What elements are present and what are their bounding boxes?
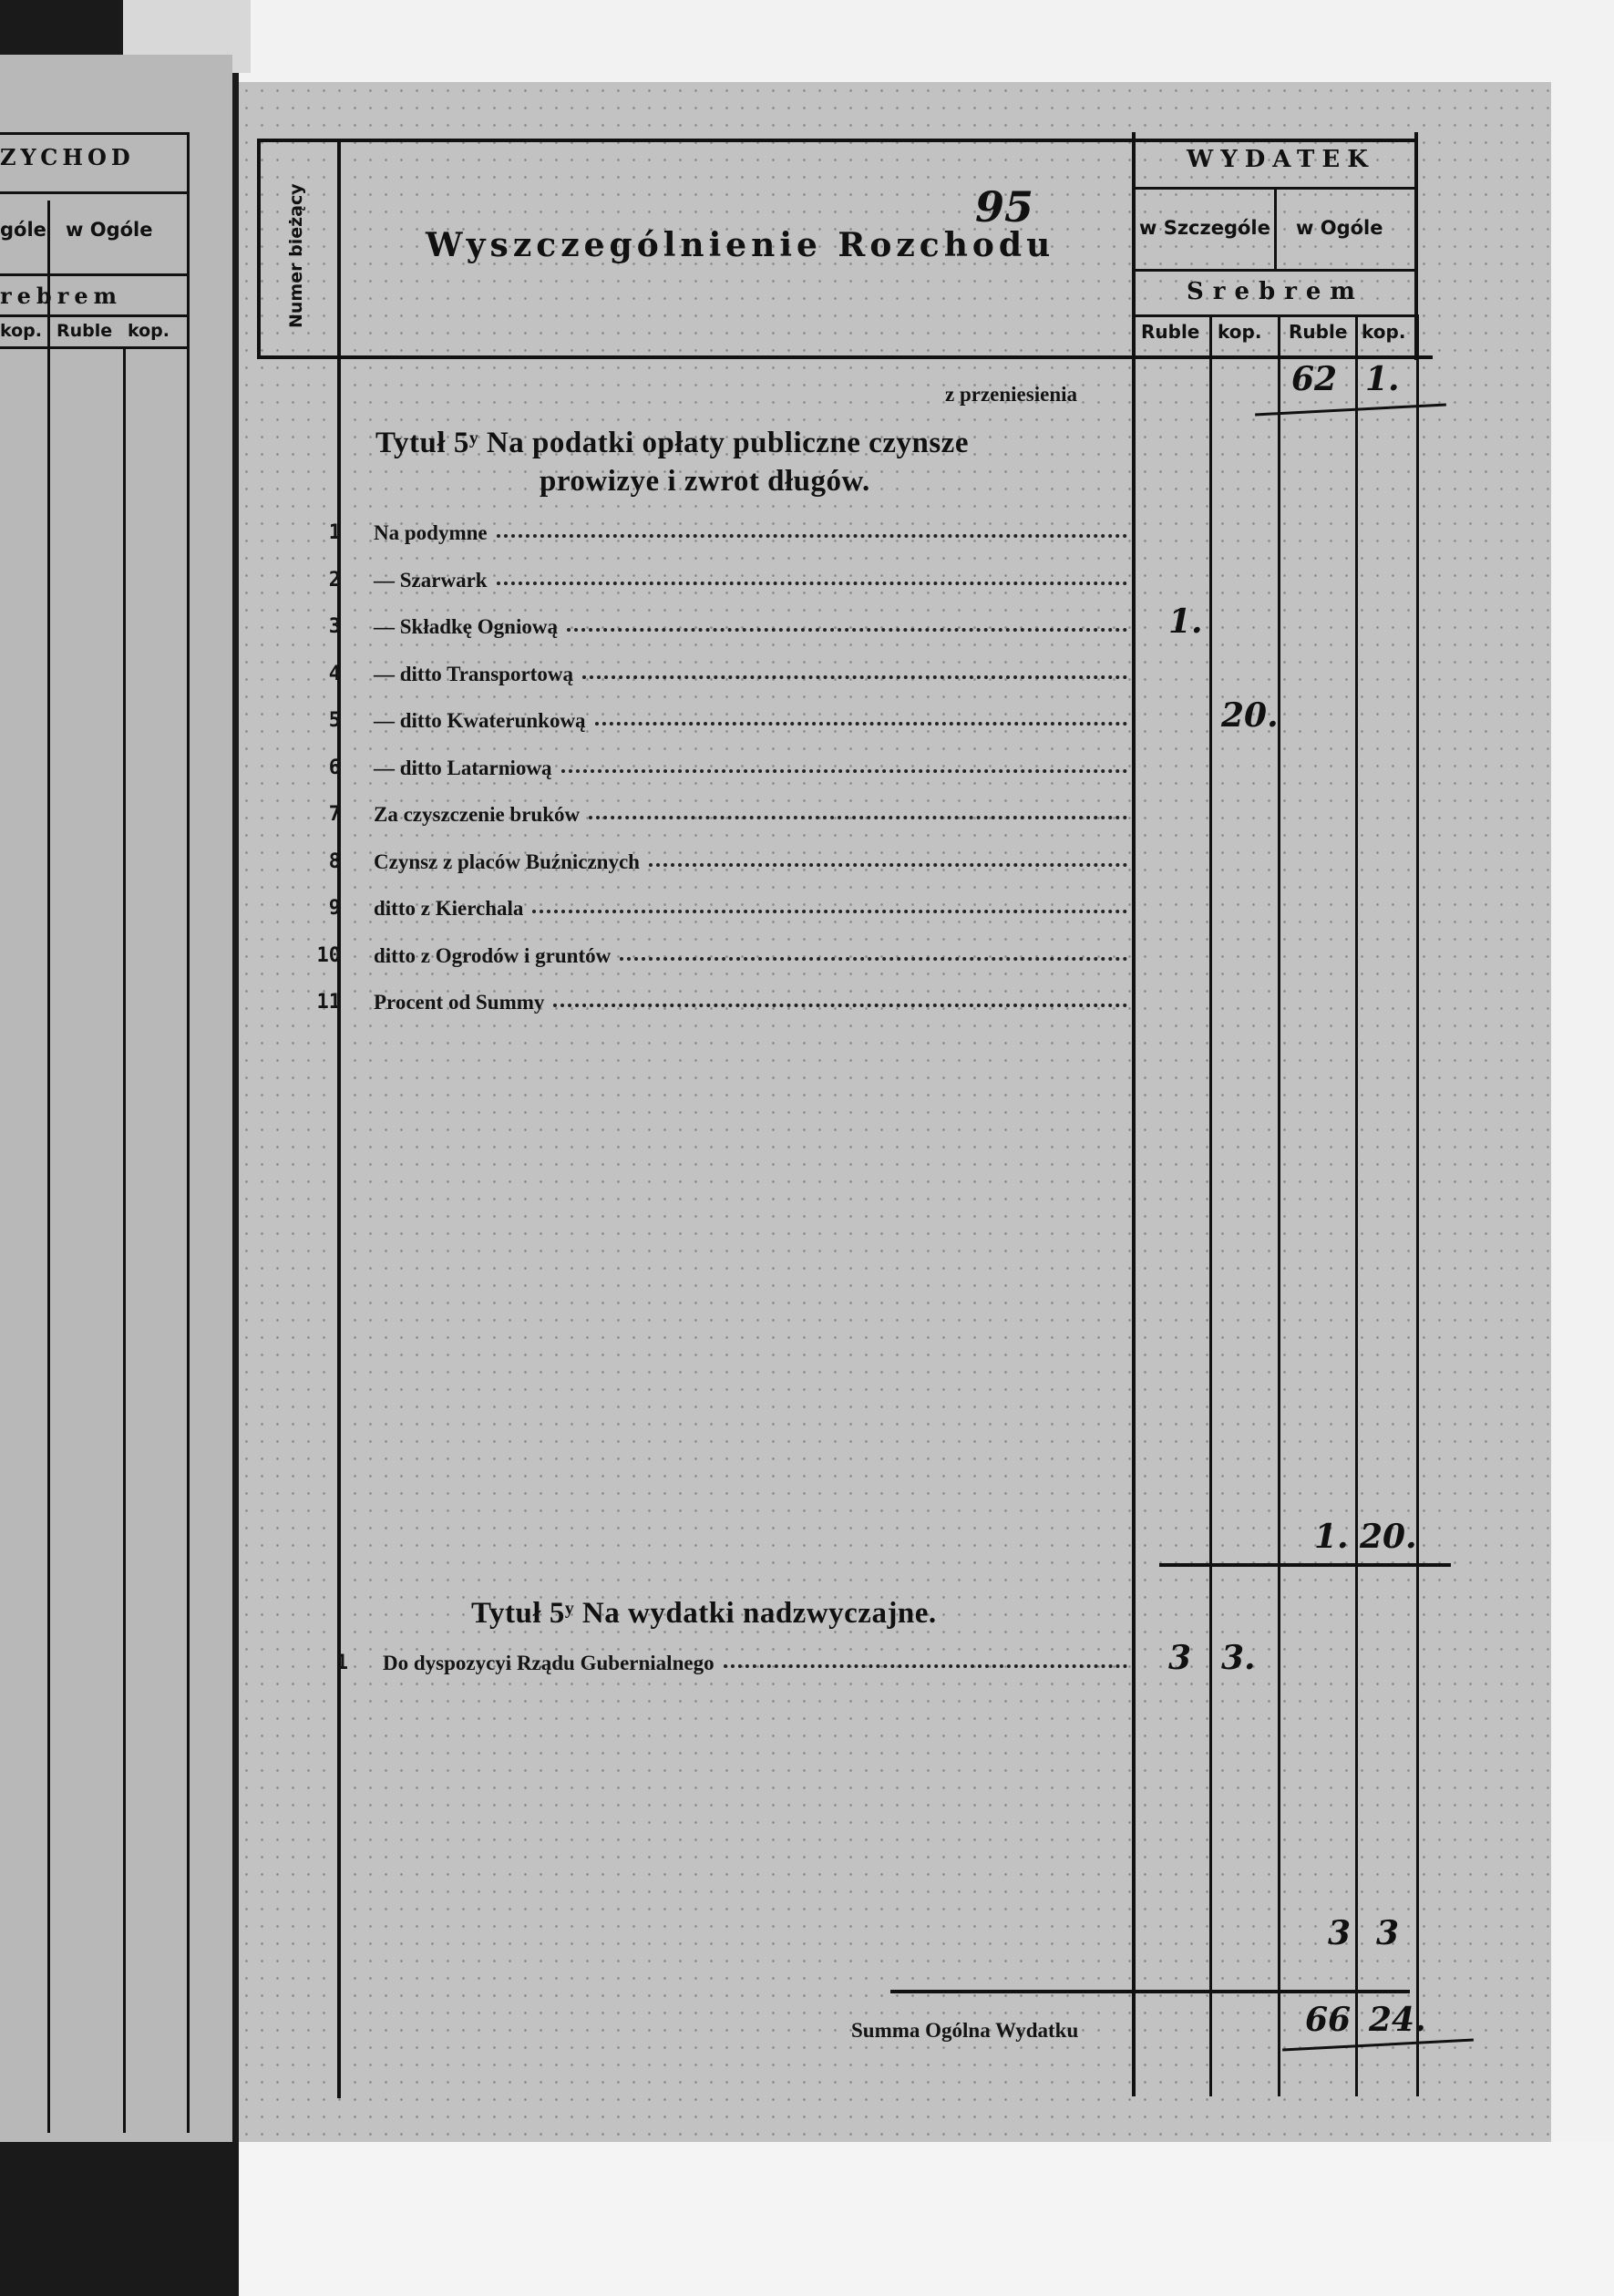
carry-over-ruble: 62 <box>1291 360 1338 398</box>
row-kop-value: 3. <box>1221 1639 1256 1677</box>
group-rule <box>1132 269 1416 272</box>
w-szczegole-label: w Szczególe <box>1139 217 1270 239</box>
left-page-fragment <box>0 55 232 2142</box>
left-col-line <box>47 201 50 2133</box>
page-title: Wyszczególnienie Rozchodu <box>426 226 1055 264</box>
left-col-label: w Ogóle <box>66 219 153 241</box>
row-number: 11 <box>316 991 341 1014</box>
ruble-label: Ruble <box>1289 321 1348 343</box>
label-column-line <box>1132 132 1136 2096</box>
leader-dots <box>582 663 1127 679</box>
row-number: 6 <box>328 756 341 779</box>
summary-label: Summa Ogólna Wydatku <box>851 2019 1079 2042</box>
left-rule <box>0 273 187 276</box>
leader-dots <box>589 803 1127 819</box>
summary-rule <box>890 1990 1410 1993</box>
section2-total-kop: 3 <box>1376 1914 1400 1952</box>
wydatek-header: WYDATEK <box>1187 146 1375 173</box>
table-row <box>239 850 1378 887</box>
section2-title: Tytuł 5ʸ Na wydatki nadzwyczajne. <box>471 1597 937 1630</box>
leader-dots <box>595 709 1127 726</box>
carry-over-label: z przeniesienia <box>945 383 1077 406</box>
row-label: — Składkę Ogniową <box>374 615 558 638</box>
table-row <box>239 521 1378 558</box>
row-label: Za czyszczenie bruków <box>374 803 581 826</box>
row-label: Do dyspozycyi Rządu Gubernialnego <box>383 1652 714 1674</box>
row-number: 8 <box>328 849 341 873</box>
row-kop-value: 20. <box>1221 696 1279 735</box>
summary-underline <box>1282 2039 1474 2052</box>
row-number: 10 <box>316 943 341 967</box>
kop-label: kop. <box>1362 321 1406 343</box>
scan-background <box>0 2142 1614 2296</box>
row-number: 7 <box>328 803 341 826</box>
leader-dots <box>497 569 1127 585</box>
row-label: ditto z Ogrodów i gruntów <box>374 943 612 967</box>
table-row <box>239 897 1378 933</box>
table-row <box>239 991 1378 1027</box>
section1-total-ruble: 1. <box>1314 1518 1349 1556</box>
row-label: ditto z Kierchala <box>374 897 524 920</box>
w-ogole-label: w Ogóle <box>1296 217 1383 239</box>
left-rule <box>0 191 187 194</box>
left-col-label: góle <box>0 219 46 241</box>
left-rule <box>0 314 187 317</box>
left-currency-label: rebrem <box>0 283 123 309</box>
row-label: — ditto Kwaterunkową <box>374 709 586 732</box>
number-column-label: Numer bieżący <box>286 183 306 328</box>
section1-total-kop: 20. <box>1360 1518 1417 1556</box>
table-row <box>239 803 1378 839</box>
header-left-border <box>257 139 261 357</box>
summary-ruble: 66 <box>1305 2001 1352 2039</box>
row-label: Procent od Summy <box>374 991 545 1014</box>
leader-dots <box>724 1652 1127 1668</box>
table-row <box>239 602 1378 652</box>
table-row <box>239 944 1378 981</box>
left-sub-label: Ruble <box>57 321 113 341</box>
leader-dots <box>553 991 1127 1007</box>
summary-kop: 24. <box>1369 2001 1426 2039</box>
row-number: 5 <box>328 709 341 732</box>
row-number: 9 <box>328 897 341 920</box>
carry-over-kop: 1. <box>1365 360 1400 398</box>
section2-total-ruble: 3 <box>1328 1914 1352 1952</box>
table-row <box>239 696 1378 746</box>
left-rule <box>0 346 187 349</box>
row-label: Na podymne <box>374 521 488 544</box>
leader-dots <box>649 850 1127 867</box>
table-row <box>239 569 1378 605</box>
leader-dots <box>497 521 1127 538</box>
row-label: Czynsz z placów Buźnicznych <box>374 849 640 873</box>
header-top-rule <box>257 139 1414 142</box>
leader-dots <box>561 757 1127 773</box>
row-label: — Szarwark <box>374 568 488 592</box>
row-number: 1 <box>335 1652 348 1674</box>
left-col-line <box>187 132 190 2133</box>
row-number: 2 <box>328 568 341 592</box>
left-header-text: ZYCHOD <box>0 144 135 170</box>
leader-dots <box>567 615 1127 632</box>
section1-title-line1: Tytuł 5ʸ Na podatki opłaty publiczne czynsze <box>375 427 969 459</box>
leader-dots <box>620 944 1127 961</box>
leader-dots <box>532 897 1127 913</box>
money-column-line <box>1416 314 1419 2096</box>
row-label: — ditto Latarniową <box>374 756 552 779</box>
srebrem-rule <box>1132 314 1416 317</box>
ledger-page <box>239 82 1551 2142</box>
number-column-line <box>337 139 341 2098</box>
left-rule <box>0 132 187 135</box>
row-label: — ditto Transportową <box>374 662 573 685</box>
row-number: 1 <box>328 521 341 544</box>
folio-stamp: 95 <box>975 182 1034 232</box>
section1-total-rule <box>1159 1563 1451 1567</box>
table-row <box>239 757 1378 793</box>
left-col-line <box>123 346 126 2133</box>
row-ruble-value: 1. <box>1168 602 1203 641</box>
table-row <box>239 1639 1378 1688</box>
section1-title-line2: prowizye i zwrot długów. <box>540 465 870 498</box>
ruble-label: Ruble <box>1141 321 1200 343</box>
left-sub-label: kop. <box>128 321 170 341</box>
header-bottom-rule <box>257 355 1433 359</box>
szczegole-divider <box>1274 187 1277 269</box>
row-number: 4 <box>328 662 341 685</box>
left-sub-label: kop. <box>0 321 42 341</box>
table-row <box>239 663 1378 699</box>
row-ruble-value: 3 <box>1168 1639 1192 1677</box>
kop-label: kop. <box>1218 321 1262 343</box>
srebrem-label: Srebrem <box>1187 278 1364 305</box>
row-number: 3 <box>328 615 341 638</box>
